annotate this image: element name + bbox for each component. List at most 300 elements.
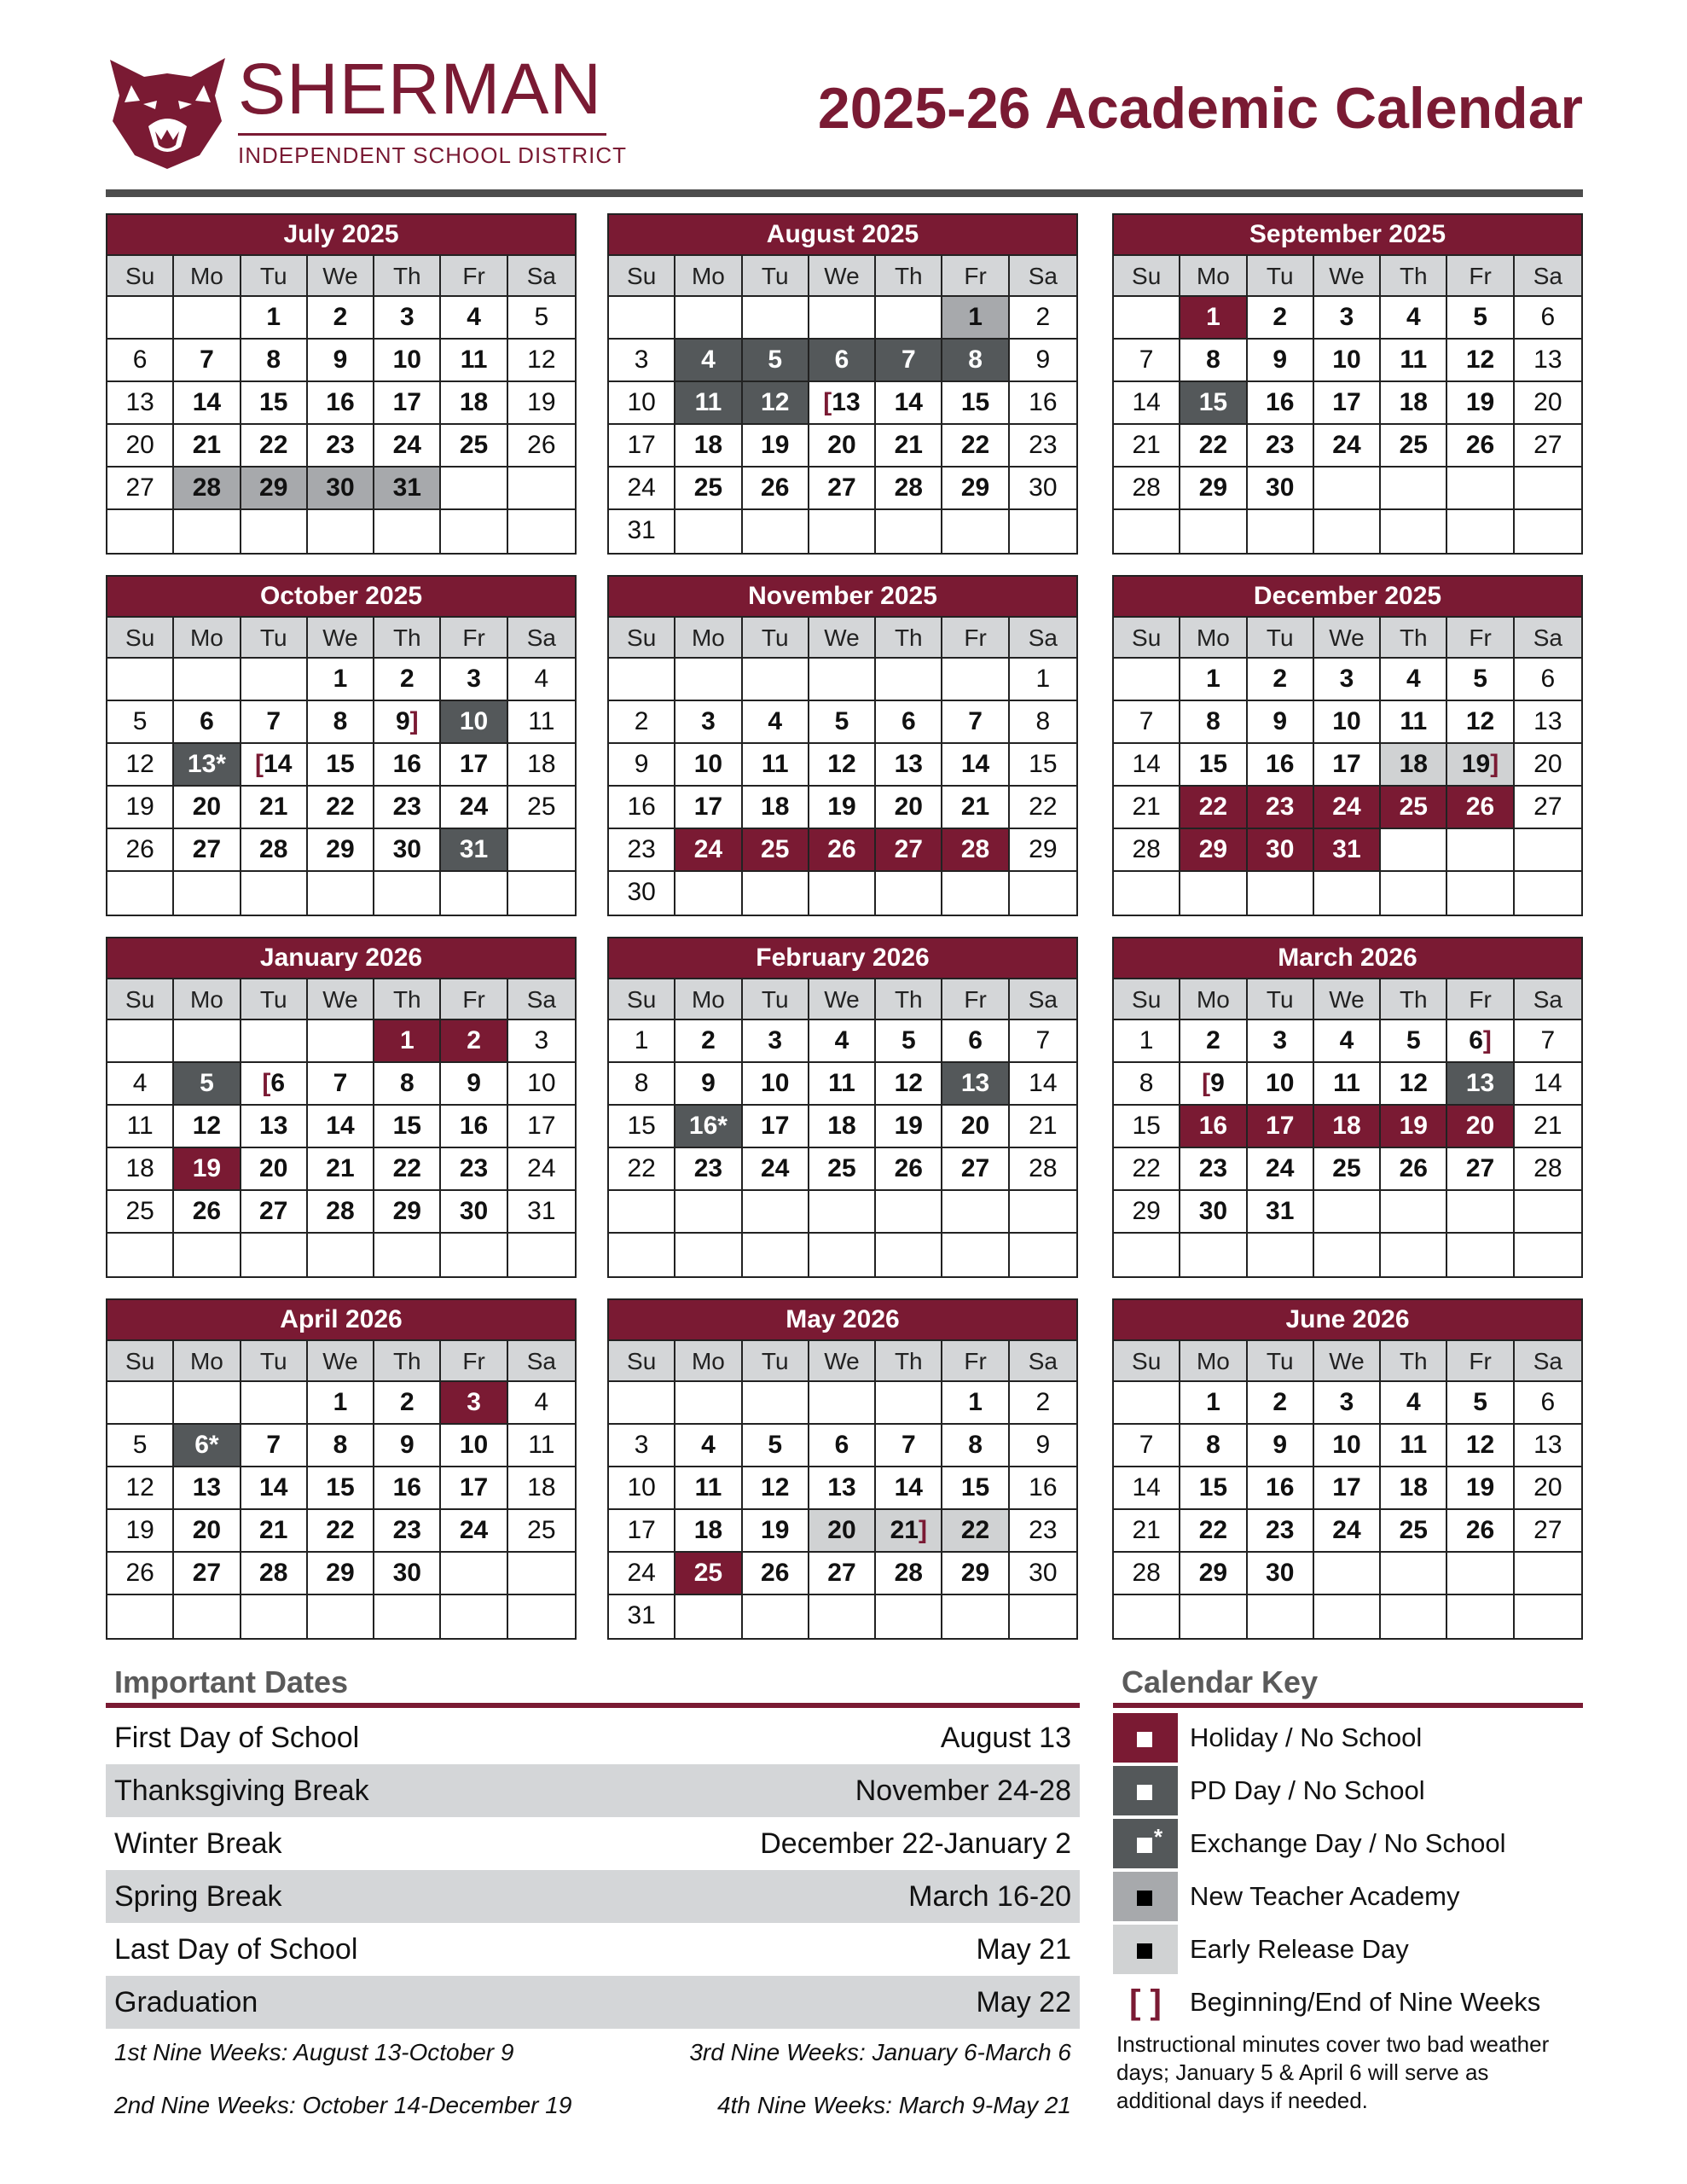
day-cell: 15 [1180,744,1247,787]
day-cell: 20 [1515,1467,1581,1510]
day-cell: 7 [1515,1020,1581,1063]
weekday-header: Mo [174,256,241,297]
empty-cell [374,1595,441,1638]
day-cell: 8 [241,340,308,382]
empty-cell [942,1595,1009,1638]
day-cell: 23 [609,829,675,872]
month-grid [609,618,1076,915]
empty-cell [1515,872,1581,915]
weekday-header: Sa [1515,979,1581,1020]
day-cell: 20 [174,1510,241,1553]
day-cell: 17 [1248,1106,1314,1148]
day-cell: 17 [508,1106,575,1148]
day-cell: 8 [942,340,1009,382]
day-cell: 11 [1381,340,1447,382]
day-cell: 16 [1010,382,1076,425]
day-cell: 21 [942,787,1009,829]
empty-cell [107,297,174,340]
month-calendar [607,1298,1078,1640]
day-cell: 31 [441,829,507,872]
day-cell: 5 [508,297,575,340]
month-grid [107,618,575,915]
day-cell: 18 [1381,382,1447,425]
day-cell: 26 [107,829,174,872]
day-cell: 24 [441,787,507,829]
day-cell: 22 [1180,787,1247,829]
day-cell: 4 [508,659,575,701]
day-cell: [9 [1180,1063,1247,1106]
weekday-header: Th [374,618,441,659]
weekday-header: Fr [1447,1341,1514,1382]
day-cell: 14 [1010,1063,1076,1106]
empty-cell [1381,510,1447,553]
weekday-header: Sa [1515,256,1581,297]
nine-weeks-1: 1st Nine Weeks: August 13-October 9 [114,2039,514,2065]
nine-weeks-4: 4th Nine Weeks: March 9-May 21 [717,2092,1071,2118]
empty-cell [876,297,942,340]
day-cell: 8 [609,1063,675,1106]
day-cell: 1 [1010,659,1076,701]
important-dates-rule [106,1703,1080,1708]
empty-cell [1180,1595,1247,1638]
day-cell: 2 [1248,659,1314,701]
day-cell: 9] [374,701,441,744]
day-cell: 31 [374,468,441,510]
day-cell: 1 [308,1382,374,1425]
calendar-key [1113,1662,1583,2115]
day-cell: 19] [1447,744,1514,787]
weekday-header: Tu [1248,1341,1314,1382]
day-cell: 27 [809,468,876,510]
empty-cell [809,1595,876,1638]
empty-cell [1381,872,1447,915]
day-cell: 2 [1010,1382,1076,1425]
empty-cell [1381,829,1447,872]
weekday-header: Tu [241,618,308,659]
weekday-header: We [1314,256,1381,297]
empty-cell [1114,659,1180,701]
nine-weeks-end-bracket-icon: ] [1490,750,1499,778]
weekday-header: Sa [508,618,575,659]
empty-cell [1010,510,1076,553]
day-cell: 22 [609,1148,675,1191]
day-cell: 4 [107,1063,174,1106]
day-cell: 8 [1180,701,1247,744]
empty-cell [609,1191,675,1234]
day-cell: 4 [675,340,742,382]
brand [238,49,628,169]
weekday-header: Fr [1447,618,1514,659]
day-cell: 25 [1381,425,1447,468]
day-cell: 19 [876,1106,942,1148]
weekday-header: Th [1381,618,1447,659]
day-cell: 26 [508,425,575,468]
weekday-header: Su [1114,979,1180,1020]
weekday-header: Su [1114,256,1180,297]
day-cell: 12 [107,1467,174,1510]
day-cell: 24 [374,425,441,468]
brand-name: SHERMAN [238,49,603,129]
day-cell: 11 [1381,701,1447,744]
empty-cell [174,1382,241,1425]
empty-cell [1447,1595,1514,1638]
empty-cell [876,1382,942,1425]
day-cell: 21 [1010,1106,1076,1148]
empty-cell [508,829,575,872]
day-cell: 26 [107,1553,174,1595]
day-cell: 12 [174,1106,241,1148]
day-cell: 25 [508,1510,575,1553]
empty-cell [1314,468,1381,510]
key-label: New Teacher Academy [1190,1881,1460,1911]
important-date-label: Spring Break [114,1880,282,1913]
key-item-new-teacher [1113,1870,1583,1923]
month-title: July 2025 [107,215,575,256]
day-cell: 10 [441,701,507,744]
day-cell: 20 [174,787,241,829]
empty-cell [107,659,174,701]
day-cell: 29 [374,1191,441,1234]
day-cell: 20 [1515,382,1581,425]
day-cell: 30 [1248,468,1314,510]
day-cell: 3 [1248,1020,1314,1063]
weekday-header: We [308,256,374,297]
day-cell: 11 [1381,1425,1447,1467]
empty-cell [876,510,942,553]
empty-cell [1010,1191,1076,1234]
empty-cell [876,1595,942,1638]
day-cell: 21 [1114,1510,1180,1553]
day-cell: 23 [1010,1510,1076,1553]
empty-cell [675,1234,742,1276]
month-calendar [1112,213,1583,555]
day-cell: 5 [1447,1382,1514,1425]
month-title: October 2025 [107,577,575,618]
day-cell: 26 [809,829,876,872]
day-cell: 22 [942,425,1009,468]
weekday-header: Mo [675,979,742,1020]
empty-cell [809,872,876,915]
empty-cell [508,872,575,915]
day-cell: 15 [1180,1467,1247,1510]
day-cell: 24 [675,829,742,872]
weekday-header: Su [609,1341,675,1382]
empty-cell [508,1234,575,1276]
day-cell: 21 [241,1510,308,1553]
day-cell: 19 [107,787,174,829]
day-cell: 19 [107,1510,174,1553]
day-cell: 11 [1314,1063,1381,1106]
day-cell: 8 [1180,340,1247,382]
day-cell: 16 [1010,1467,1076,1510]
empty-cell [743,1382,809,1425]
weekday-header: We [1314,1341,1381,1382]
day-cell: 23 [374,1510,441,1553]
empty-cell [675,659,742,701]
day-cell: 19 [1447,382,1514,425]
day-cell: 10 [1314,1425,1381,1467]
day-cell: 24 [609,468,675,510]
day-cell: 26 [174,1191,241,1234]
empty-cell [241,872,308,915]
day-cell: 10 [1314,340,1381,382]
empty-cell [1114,1382,1180,1425]
day-cell: 12 [809,744,876,787]
day-cell: 15 [609,1106,675,1148]
important-date-value: August 13 [940,1722,1071,1754]
day-cell: 24 [1314,787,1381,829]
day-cell: 25 [107,1191,174,1234]
empty-cell [1180,872,1247,915]
day-cell: 9 [675,1063,742,1106]
day-cell: 6 [107,340,174,382]
day-cell: 17 [743,1106,809,1148]
empty-cell [441,468,507,510]
day-cell: 12 [1447,701,1514,744]
empty-cell [107,1020,174,1063]
empty-cell [809,297,876,340]
weekday-header: Mo [675,1341,742,1382]
month-grid [1114,256,1581,553]
month-grid [107,256,575,553]
month-calendar [106,937,577,1278]
weekday-header: Su [1114,1341,1180,1382]
weekday-header: Su [609,256,675,297]
empty-cell [743,659,809,701]
day-cell: 12 [1447,340,1514,382]
empty-cell [441,872,507,915]
day-cell: 4 [743,701,809,744]
empty-cell [1381,1595,1447,1638]
day-cell: 28 [876,1553,942,1595]
day-cell: 31 [1314,829,1381,872]
important-date-value: March 16-20 [908,1880,1071,1913]
day-cell: 9 [1248,340,1314,382]
day-cell: 17 [1314,744,1381,787]
weekday-header: Su [1114,618,1180,659]
important-date-row [106,1817,1080,1870]
day-cell: 16 [1248,382,1314,425]
day-cell: 30 [441,1191,507,1234]
empty-cell [1447,1234,1514,1276]
day-cell: 4 [1381,297,1447,340]
day-cell: 26 [743,1553,809,1595]
day-cell: 29 [1180,1553,1247,1595]
day-cell: 26 [1447,787,1514,829]
day-cell: 5 [107,701,174,744]
day-cell: 18 [1314,1106,1381,1148]
day-cell: 10 [1314,701,1381,744]
day-cell: 16 [1248,1467,1314,1510]
month-title: September 2025 [1114,215,1581,256]
empty-cell [1010,1595,1076,1638]
day-cell: 28 [1010,1148,1076,1191]
day-cell: 16 [441,1106,507,1148]
day-cell: 25 [1381,787,1447,829]
nine-weeks-2: 2nd Nine Weeks: October 14-December 19 [114,2092,572,2118]
day-cell: 20 [1447,1106,1514,1148]
day-cell: 8 [308,701,374,744]
day-cell: 30 [1248,1553,1314,1595]
day-cell: 30 [308,468,374,510]
day-cell: 2 [374,1382,441,1425]
day-cell: 3 [1314,659,1381,701]
empty-cell [743,1595,809,1638]
day-cell: 3 [441,659,507,701]
day-cell: 3 [609,1425,675,1467]
day-cell: 5 [174,1063,241,1106]
day-cell: 7 [1010,1020,1076,1063]
day-cell: 8 [1010,701,1076,744]
early-release-swatch-icon [1113,1925,1178,1974]
empty-cell [1447,829,1514,872]
empty-cell [675,510,742,553]
day-cell: 23 [1248,425,1314,468]
day-cell: 1 [1180,659,1247,701]
day-cell: 11 [675,382,742,425]
new-teacher-swatch-icon [1113,1872,1178,1921]
empty-cell [942,1234,1009,1276]
day-cell: 29 [241,468,308,510]
empty-cell [1114,872,1180,915]
weekday-header: Su [107,256,174,297]
day-cell: 23 [441,1148,507,1191]
day-cell: 4 [508,1382,575,1425]
day-cell: 8 [1180,1425,1247,1467]
day-cell: 12 [1447,1425,1514,1467]
day-cell: 10 [441,1425,507,1467]
month-grid [609,979,1076,1276]
calendar-key-rule [1113,1703,1583,1708]
day-cell: 1 [308,659,374,701]
day-cell: 17 [1314,382,1381,425]
day-cell: 1 [609,1020,675,1063]
day-cell: 20 [809,1510,876,1553]
day-cell: 13 [1447,1063,1514,1106]
day-cell: 3 [1314,1382,1381,1425]
empty-cell [1447,468,1514,510]
day-cell: 14 [1114,744,1180,787]
empty-cell [1248,1234,1314,1276]
month-title: August 2025 [609,215,1076,256]
empty-cell [743,1191,809,1234]
day-cell: 19 [743,425,809,468]
day-cell: 1 [1180,1382,1247,1425]
weekday-header: Th [876,979,942,1020]
day-cell: 23 [675,1148,742,1191]
day-cell: 30 [1010,468,1076,510]
day-cell: 17 [609,1510,675,1553]
day-cell: [13 [809,382,876,425]
day-cell: 31 [609,510,675,553]
empty-cell [809,1234,876,1276]
instructional-minutes-note: Instructional minutes cover two bad weather days; January 5 & April 6 will serve as additional days if needed. [1116,2031,1550,2113]
important-dates-title: Important Dates [114,1664,349,1699]
day-cell: 21 [241,787,308,829]
day-cell: 15 [1114,1106,1180,1148]
day-cell: 16 [374,744,441,787]
day-cell: 13 [942,1063,1009,1106]
weekday-header: Th [1381,1341,1447,1382]
day-cell: 24 [1248,1148,1314,1191]
day-cell: 27 [1515,425,1581,468]
empty-cell [174,872,241,915]
empty-cell [508,510,575,553]
day-cell: 7 [241,701,308,744]
weekday-header: Tu [743,979,809,1020]
empty-cell [1248,510,1314,553]
weekday-header: Fr [441,618,507,659]
month-title: March 2026 [1114,938,1581,979]
day-cell: 16 [609,787,675,829]
empty-cell [241,1234,308,1276]
day-cell: 3 [743,1020,809,1063]
weekday-header: Th [374,979,441,1020]
day-cell: 6 [1515,297,1581,340]
empty-cell [1248,1595,1314,1638]
weekday-header: Mo [174,618,241,659]
day-cell: 1 [1114,1020,1180,1063]
day-cell: 10 [743,1063,809,1106]
weekday-header: Su [107,979,174,1020]
page-title: 2025-26 Academic Calendar [817,76,1583,141]
day-cell: 3 [609,340,675,382]
day-cell: 7 [308,1063,374,1106]
nine-weeks-row [106,2082,1080,2135]
day-cell: 19 [174,1148,241,1191]
day-cell: 24 [508,1148,575,1191]
month-calendar [106,575,577,916]
month-title: January 2026 [107,938,575,979]
day-cell: 17 [374,382,441,425]
day-cell: 17 [1314,1467,1381,1510]
day-cell: 7 [174,340,241,382]
day-cell: 21 [876,425,942,468]
day-cell: 1 [942,1382,1009,1425]
day-cell: 13 [876,744,942,787]
important-date-label: First Day of School [114,1722,360,1754]
day-cell: 24 [441,1510,507,1553]
day-cell: 18 [1381,744,1447,787]
weekday-header: Mo [675,618,742,659]
weekday-header: We [809,256,876,297]
empty-cell [743,872,809,915]
empty-cell [1515,468,1581,510]
day-cell: 2 [1180,1020,1247,1063]
day-cell: 25 [743,829,809,872]
header-rule [106,189,1583,197]
day-cell: 22 [1180,1510,1247,1553]
day-cell: 20 [107,425,174,468]
day-cell: 9 [609,744,675,787]
month-calendar [607,937,1078,1278]
important-date-value: December 22-January 2 [760,1827,1071,1860]
empty-cell [1515,1234,1581,1276]
day-cell: 20 [241,1148,308,1191]
day-cell: 22 [308,787,374,829]
day-cell: 24 [1314,1510,1381,1553]
day-cell: 2 [308,297,374,340]
day-cell: 2 [1010,297,1076,340]
empty-cell [876,872,942,915]
day-cell: 15 [374,1106,441,1148]
day-cell: 12 [1381,1063,1447,1106]
day-cell: 8 [1114,1063,1180,1106]
empty-cell [1010,1234,1076,1276]
empty-cell [1447,872,1514,915]
day-cell: 17 [675,787,742,829]
weekday-header: Fr [942,979,1009,1020]
